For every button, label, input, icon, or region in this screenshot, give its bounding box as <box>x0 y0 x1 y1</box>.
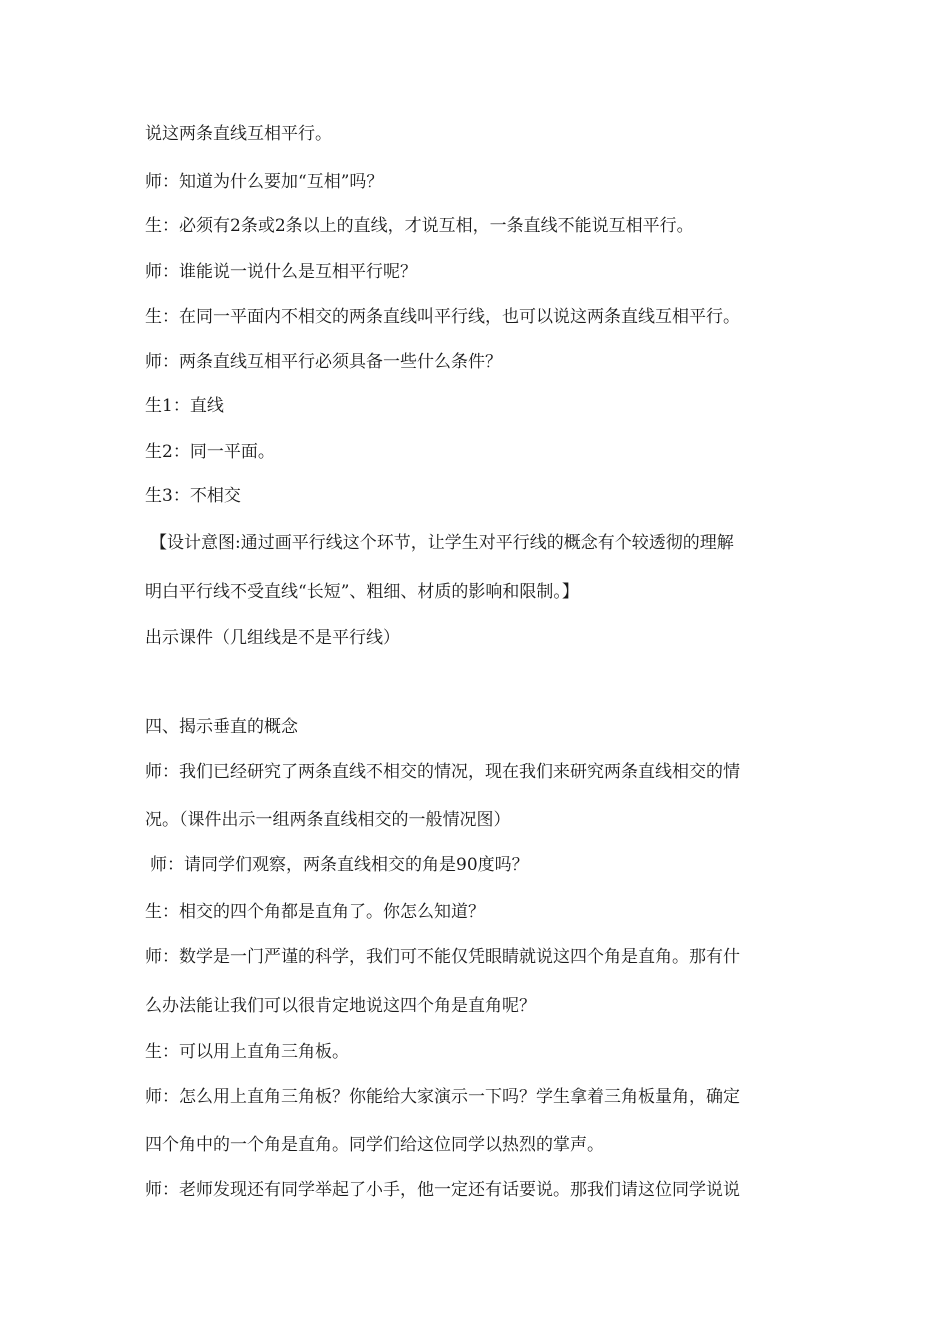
text-line: 生1：直线 <box>145 396 224 416</box>
text-line: 四个角中的一个角是直角。同学们给这位同学以热烈的掌声。 <box>145 1135 604 1155</box>
text-line: 出示课件（几组线是不是平行线） <box>145 628 400 648</box>
text-line: 师：两条直线互相平行必须具备一些什么条件？ <box>145 352 502 372</box>
text-line: 生3：不相交 <box>145 486 241 506</box>
design-intent-note: 【设计意图:通过画平行线这个环节，让学生对平行线的概念有个较透彻的理解 <box>150 533 734 553</box>
text-line: 师：老师发现还有同学举起了小手，他一定还有话要说。那我们请这位同学说说 <box>145 1180 740 1200</box>
text-line: 师：知道为什么要加“互相”吗？ <box>145 172 384 192</box>
text-line: 说这两条直线互相平行。 <box>145 124 332 144</box>
text-line: 么办法能让我们可以很肯定地说这四个角是直角呢？ <box>145 996 536 1016</box>
text-line: 师：数学是一门严谨的科学，我们可不能仅凭眼睛就说这四个角是直角。那有什 <box>145 947 740 967</box>
text-line: 生2：同一平面。 <box>145 442 275 462</box>
text-line: 生：必须有2条或2条以上的直线，才说互相，一条直线不能说互相平行。 <box>145 216 694 236</box>
text-line: 师：怎么用上直角三角板？你能给大家演示一下吗？学生拿着三角板量角，确定 <box>145 1087 740 1107</box>
design-intent-note: 明白平行线不受直线“长短”、粗细、材质的影响和限制。】 <box>145 582 579 602</box>
text-line: 师：我们已经研究了两条直线不相交的情况，现在我们来研究两条直线相交的情 <box>145 762 740 782</box>
text-line: 生：在同一平面内不相交的两条直线叫平行线，也可以说这两条直线互相平行。 <box>145 307 740 327</box>
text-line: 生：相交的四个角都是直角了。你怎么知道？ <box>145 902 485 922</box>
text-line: 师：请同学们观察，两条直线相交的角是90度吗？ <box>150 855 529 875</box>
section-heading: 四、揭示垂直的概念 <box>145 717 298 737</box>
text-line: 况。（课件出示一组两条直线相交的一般情况图） <box>145 810 511 830</box>
text-line: 师：谁能说一说什么是互相平行呢？ <box>145 262 417 282</box>
text-line: 生：可以用上直角三角板。 <box>145 1042 349 1062</box>
